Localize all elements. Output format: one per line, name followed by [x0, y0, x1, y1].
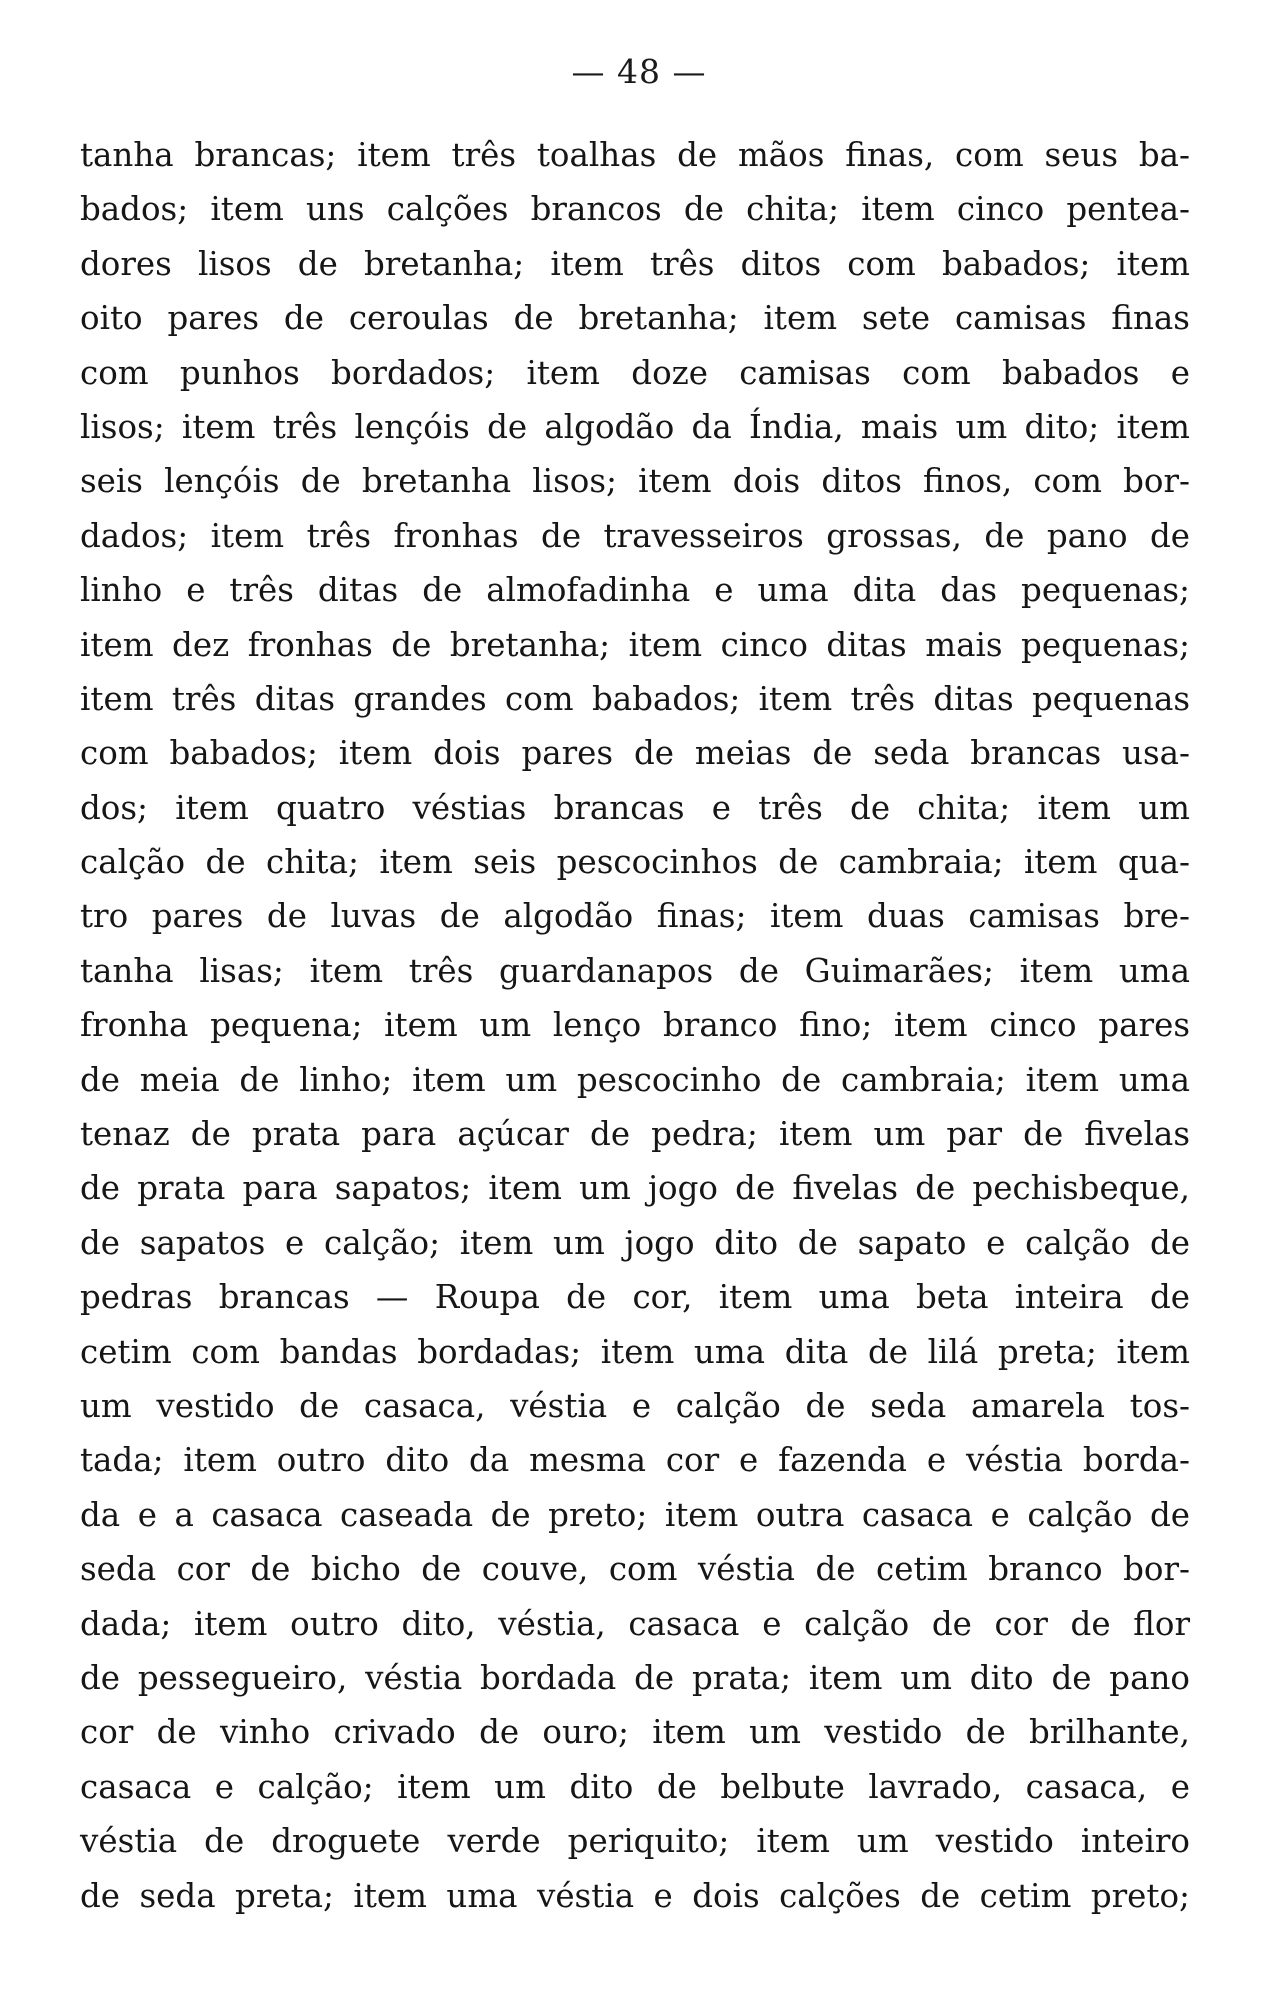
text-line: lisos; item três lençóis de algodão da Índia, mais um dito; item — [80, 407, 1190, 446]
text-line: dada; item outro dito, véstia, casaca e calção de cor de flor — [80, 1604, 1190, 1643]
text-line: com babados; item dois pares de meias de seda brancas usa- — [80, 734, 1190, 773]
text-line: fronha pequena; item um lenço branco fino; item cinco pares — [80, 1006, 1190, 1045]
body-text — [80, 128, 1190, 1923]
text-line: seda cor de bicho de couve, com véstia de cetim branco bor- — [80, 1550, 1190, 1589]
text-line: item dez fronhas de bretanha; item cinco ditas mais pequenas; — [80, 625, 1190, 664]
text-line: cor de vinho crivado de ouro; item um vestido de brilhante, — [80, 1713, 1190, 1752]
text-line: dos; item quatro véstias brancas e três de chita; item um — [80, 788, 1190, 827]
text-line: tenaz de prata para açúcar de pedra; item um par de fivelas — [80, 1115, 1190, 1154]
page-number: — 48 — — [571, 52, 707, 91]
text-line: de meia de linho; item um pescocinho de cambraia; item uma — [80, 1060, 1190, 1099]
text-line: de prata para sapatos; item um jogo de fivelas de pechisbeque, — [80, 1169, 1190, 1208]
text-line: tanha lisas; item três guardanapos de Guimarães; item uma — [80, 951, 1190, 990]
text-line: com punhos bordados; item doze camisas com babados e — [80, 353, 1190, 392]
text-line: casaca e calção; item um dito de belbute lavrado, casaca, e — [80, 1767, 1190, 1806]
text-line: de pessegueiro, véstia bordada de prata; item um dito de pano — [80, 1658, 1190, 1697]
text-line: tada; item outro dito da mesma cor e fazenda e véstia borda- — [80, 1441, 1190, 1480]
text-line: tanha brancas; item três toalhas de mãos finas, com seus ba- — [80, 136, 1190, 174]
text-line: bados; item uns calções brancos de chita; item cinco pentea- — [80, 190, 1190, 229]
text-line: pedras brancas — Roupa de cor, item uma beta inteira de — [80, 1278, 1190, 1317]
text-line: item três ditas grandes com babados; item três ditas pequenas — [80, 679, 1190, 718]
text-line: linho e três ditas de almofadinha e uma dita das pequenas; — [80, 571, 1190, 610]
text-line: oito pares de ceroulas de bretanha; item sete camisas finas — [80, 299, 1190, 338]
text-line: da e a casaca caseada de preto; item outra casaca e calção de — [80, 1495, 1190, 1534]
text-line: tro pares de luvas de algodão finas; item duas camisas bre- — [80, 897, 1190, 936]
text-line: cetim com bandas bordadas; item uma dita de lilá preta; item — [80, 1332, 1190, 1371]
text-line: véstia de droguete verde periquito; item um vestido inteiro — [80, 1822, 1190, 1861]
text-line: calção de chita; item seis pescocinhos de cambraia; item qua- — [80, 843, 1190, 882]
text-line: de sapatos e calção; item um jogo dito de sapato e calção de — [80, 1223, 1190, 1262]
text-line: seis lençóis de bretanha lisos; item dois ditos finos, com bor- — [80, 462, 1190, 501]
text-line: de seda preta; item uma véstia e dois calções de cetim preto; — [80, 1876, 1190, 1915]
text-line: um vestido de casaca, véstia e calção de seda amarela tos- — [80, 1386, 1190, 1425]
text-line: dores lisos de bretanha; item três ditos com babados; item — [80, 244, 1190, 283]
text-line: dados; item três fronhas de travesseiros grossas, de pano de — [80, 516, 1190, 555]
